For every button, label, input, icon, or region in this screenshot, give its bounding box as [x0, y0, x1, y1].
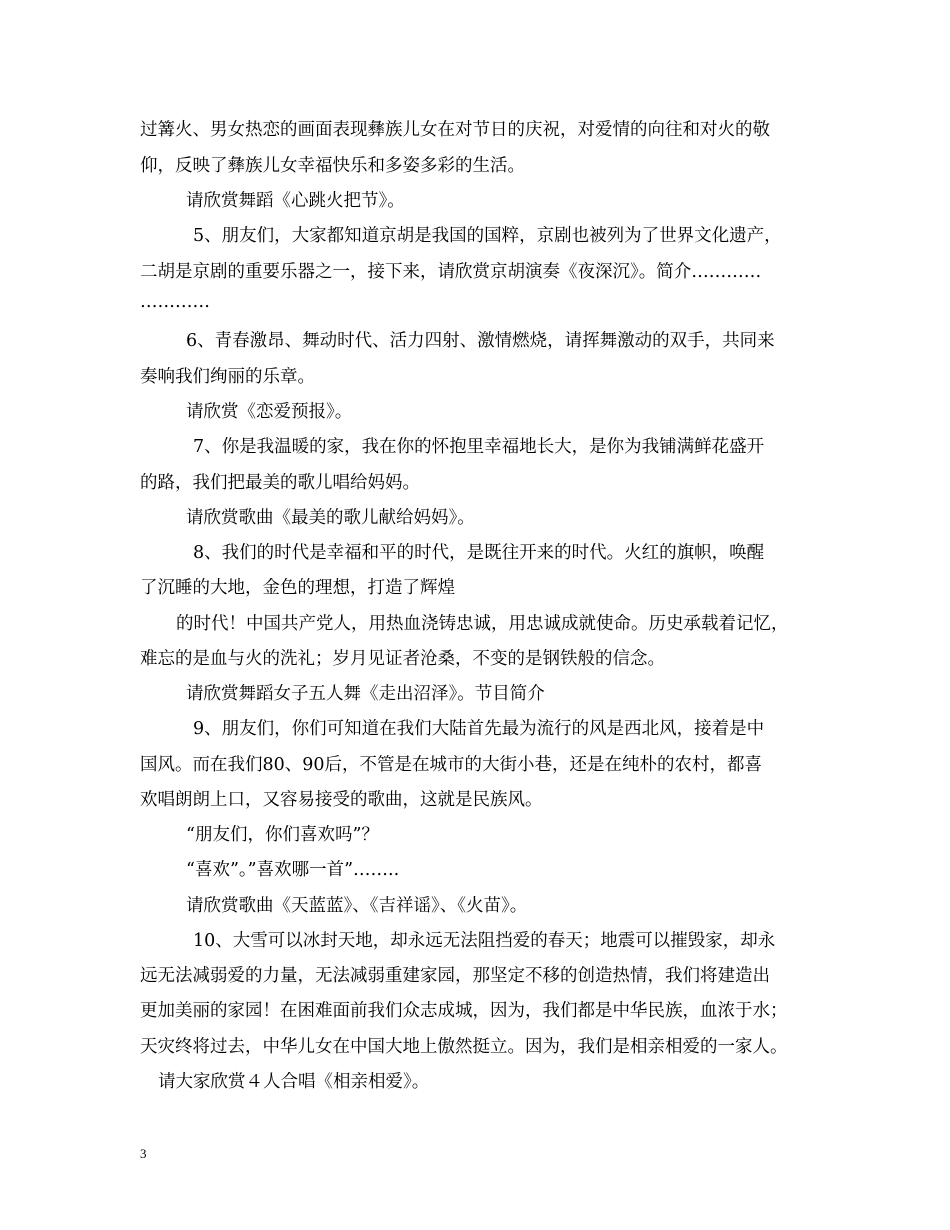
text-line: …………	[140, 292, 210, 312]
text-line: 请大家欣赏４人合唱《相亲相爱》。	[158, 1072, 430, 1092]
text-line: 5、朋友们，大家都知道京胡是我国的国粹，京剧也被列为了世界文化遗产，	[193, 226, 782, 246]
text-line: 国风。而在我们80、90后，不管是在城市的大街小巷，还是在纯朴的农村，都喜	[140, 755, 763, 775]
text-line: 的时代！中国共产党人，用热血浇铸忠诚，用忠诚成就使命。历史承载着记忆，	[176, 614, 789, 634]
text-line: 过篝火、男女热恋的画面表现彝族儿女在对节日的庆祝，对爱情的向往和对火的敬	[140, 120, 770, 140]
text-line: 请欣赏《恋爱预报》。	[186, 402, 353, 422]
text-line: 仰，反映了彝族儿女幸福快乐和多姿多彩的生活。	[140, 156, 525, 176]
text-line: 了沉睡的大地，金色的理想，打造了辉煌	[140, 578, 455, 598]
text-line: 10、大雪可以冰封天地，却永远无法阻挡爱的春天；地震可以摧毁家，却永	[193, 931, 776, 951]
text-line: 请欣赏歌曲《最美的歌儿献给妈妈》。	[186, 508, 475, 528]
text-line: 6、青春激昂、舞动时代、活力四射、激情燃烧，请挥舞激动的双手，共同来	[186, 331, 775, 351]
text-line: 更加美丽的家园！在困难面前我们众志成城，因为，我们都是中华民族，血浓于水；	[140, 1001, 788, 1021]
text-line: “朋友们，你们喜欢吗”？	[186, 825, 379, 845]
text-line: 二胡是京剧的重要乐器之一，接下来，请欣赏京胡演奏《夜深沉》。简介…………	[140, 262, 762, 282]
text-line: 7、你是我温暖的家，我在你的怀抱里幸福地长大，是你为我铺满鲜花盛开	[193, 437, 765, 457]
text-line: 请欣赏舞蹈《心跳火把节》。	[186, 191, 405, 211]
text-line: 请欣赏舞蹈女子五人舞《走出沼泽》。节目简介	[186, 684, 545, 704]
text-line: “喜欢”。”喜欢哪一首”……..	[186, 860, 400, 880]
text-line: 的路，我们把最美的歌儿唱给妈妈。	[140, 473, 420, 493]
text-line: 9、朋友们，你们可知道在我们大陆首先最为流行的风是西北风，接着是中	[193, 719, 765, 739]
page-number: 3	[140, 1146, 147, 1161]
text-line: 远无法减弱爱的力量，无法减弱重建家园，那坚定不移的创造热情，我们将建造出	[140, 966, 770, 986]
text-line: 欢唱朗朗上口，又容易接受的歌曲，这就是民族风。	[140, 790, 543, 810]
text-line: 难忘的是血与火的洗礼；岁月见证者沧桑，不变的是钢铁般的信念。	[140, 649, 665, 669]
text-line: 天灾终将过去，中华儿女在中国大地上傲然挺立。因为，我们是相亲相爱的一家人。	[140, 1037, 788, 1057]
text-line: 奏响我们绚丽的乐章。	[140, 367, 315, 387]
text-line: 请欣赏歌曲《天蓝蓝》、《吉祥谣》、《火苗》。	[186, 896, 528, 916]
text-line: 8、我们的时代是幸福和平的时代，是既往开来的时代。火红的旗帜，唤醒	[193, 543, 765, 563]
